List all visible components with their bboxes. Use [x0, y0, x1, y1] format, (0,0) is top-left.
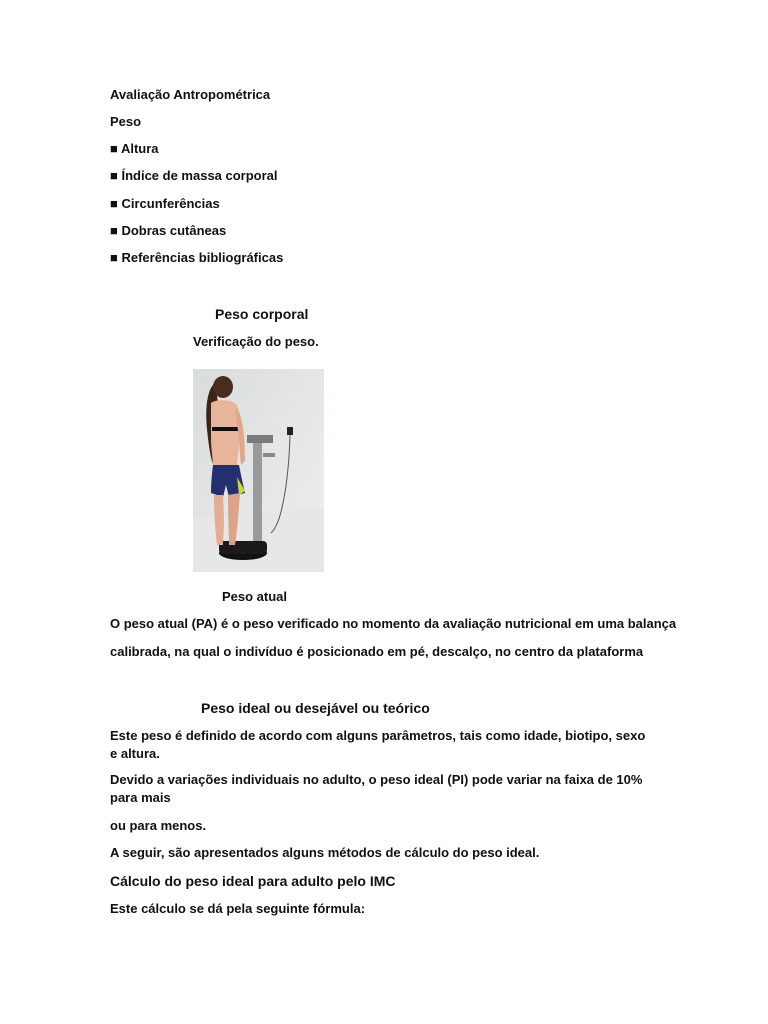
figure-caption: Verificação do peso. [193, 334, 319, 349]
paragraph-formula-intro: Este cálculo se dá pela seguinte fórmula: [110, 901, 366, 916]
list-item-dobras: ■ Dobras cutâneas [110, 223, 227, 238]
paragraph-peso-ideal-4: A seguir, são apresentados alguns métodos de cálculo do peso ideal. [110, 845, 540, 860]
list-item-peso: Peso [110, 114, 142, 129]
section-heading-peso-corporal: Peso corporal [215, 306, 309, 322]
subheading-peso-atual: Peso atual [222, 589, 288, 604]
list-item-circunferencias: ■ Circunferências [110, 196, 220, 211]
weighing-scale-photo [193, 369, 324, 572]
paragraph-peso-atual-line1: O peso atual (PA) é o peso verificado no momento da avaliação nutricional em uma balança [110, 616, 677, 631]
list-item-imc: ■ Índice de massa corporal [110, 168, 278, 183]
section-heading-calculo-imc: Cálculo do peso ideal para adulto pelo IMC [110, 873, 396, 889]
paragraph-peso-ideal-3: ou para menos. [110, 818, 207, 833]
list-item-referencias: ■ Referências bibliográficas [110, 250, 284, 265]
paragraph-peso-atual-line2: calibrada, na qual o indivíduo é posicionado em pé, descalço, no centro da plataforma [110, 644, 644, 659]
section-heading-peso-ideal: Peso ideal ou desejável ou teórico [201, 700, 430, 716]
paragraph-peso-ideal-1: Este peso é definido de acordo com alguns parâmetros, tais como idade, biotipo, sexo e altura. [110, 728, 646, 761]
document-title: Avaliação Antropométrica [110, 87, 271, 102]
paragraph-peso-ideal-2: Devido a variações individuais no adulto, o peso ideal (PI) pode variar na faixa de 10% para mais [110, 772, 643, 805]
list-item-altura: ■ Altura [110, 141, 159, 156]
